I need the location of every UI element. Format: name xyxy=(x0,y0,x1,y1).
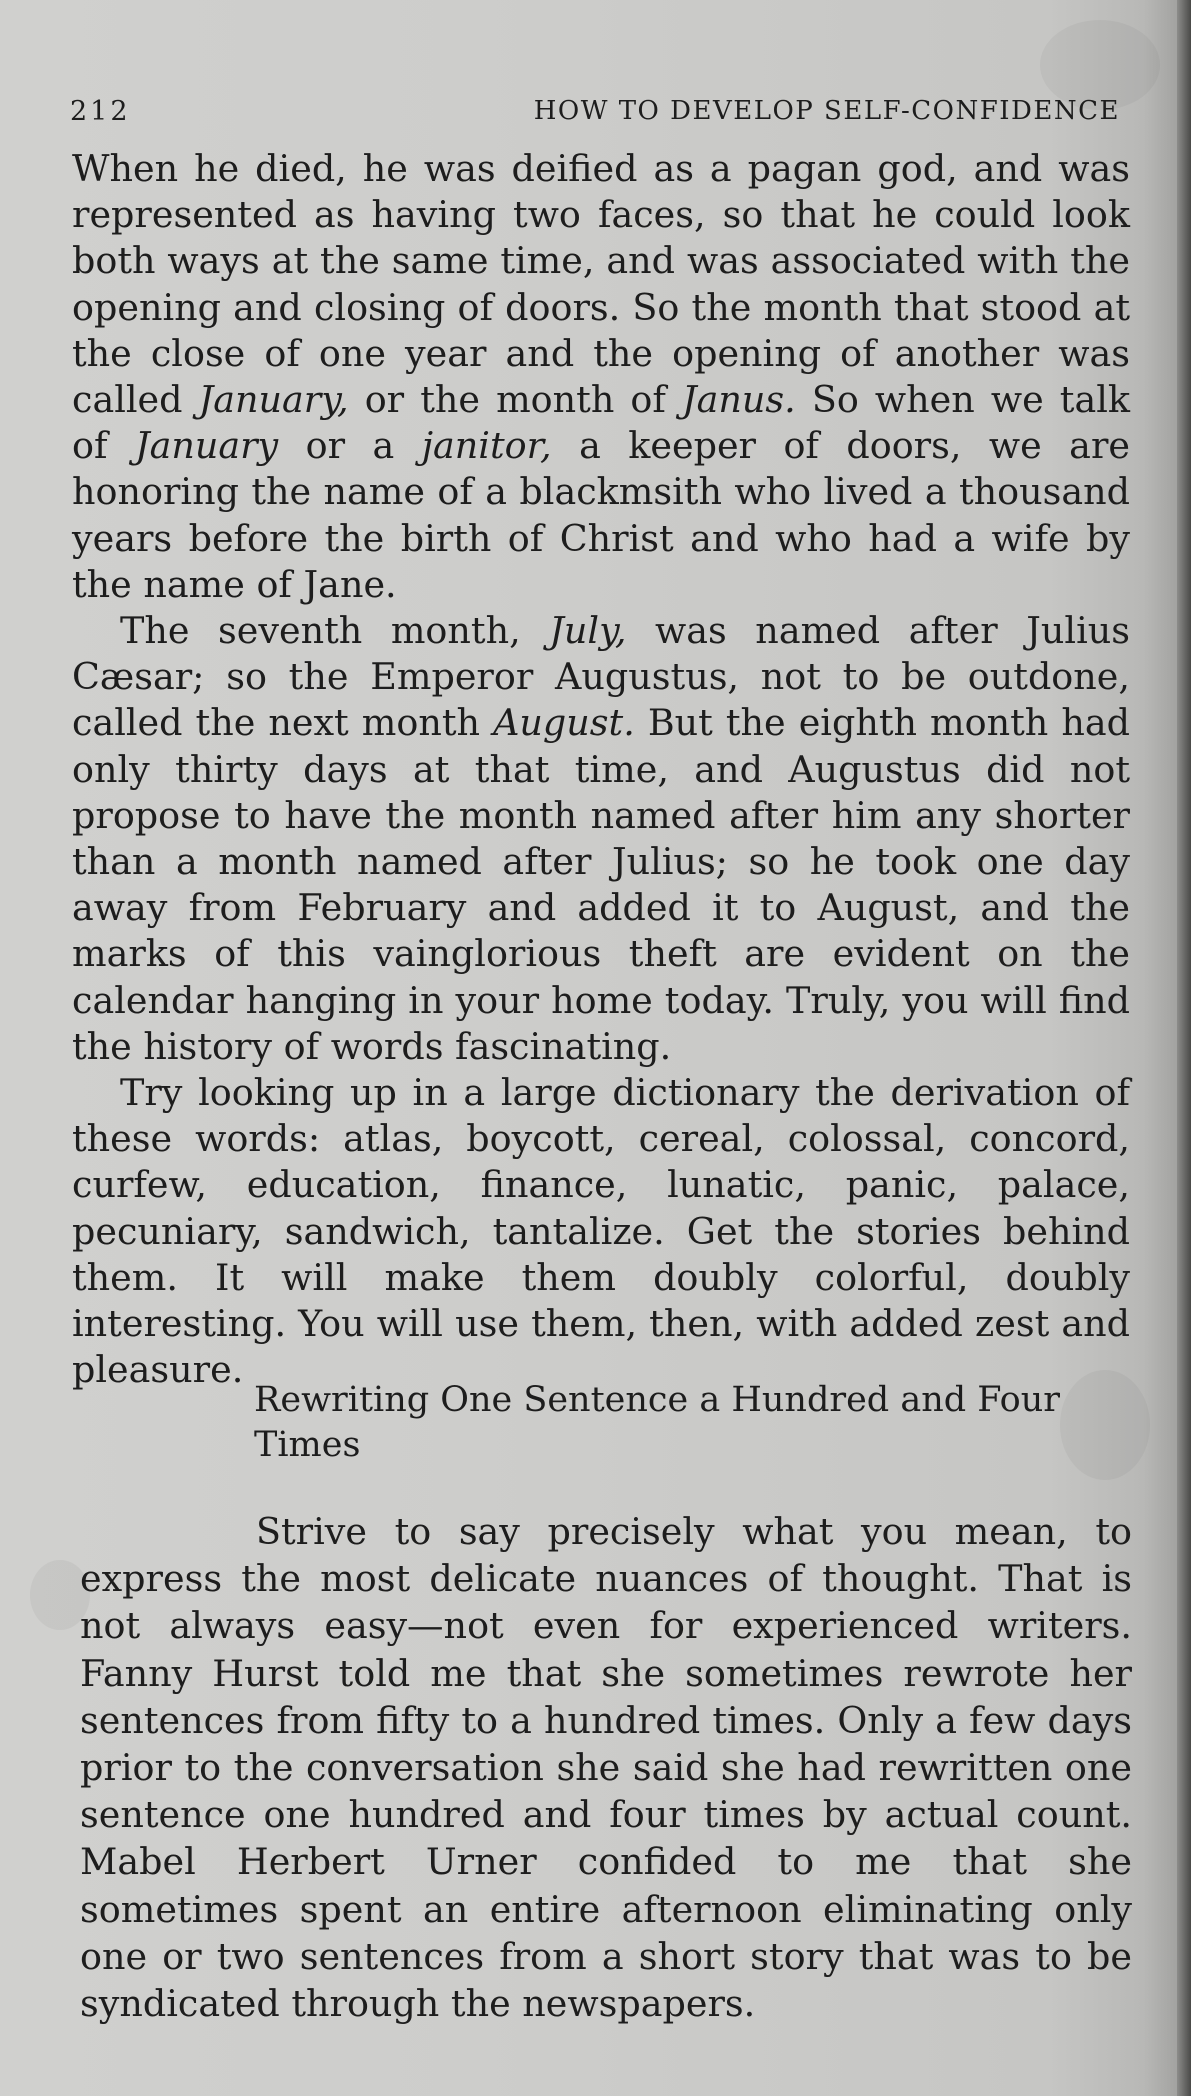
italic-text: janitor, xyxy=(421,424,552,468)
section-body xyxy=(80,1508,1132,2027)
paragraph xyxy=(72,608,1130,1070)
text-run: So when we talk of xyxy=(72,378,1130,468)
text-run: When he died, he was deified as a pagan god, and was represented as having two faces, so that he could look both ways at the same time, and was associated with the opening and closing of doors. So the month that stood at the close of one year and the opening of another was called xyxy=(72,147,1130,422)
italic-text: Janus. xyxy=(682,378,796,422)
text-run: or the month of xyxy=(348,378,682,422)
text-run: Try looking up in a large dictionary the derivation of these words: atlas, boycott, cereal, colossal, concord, curfew, education, finance, lunatic, panic, palace, pecuniary, sandwich, tantalize. Get the stories behind them. It will make them doubly colorful, doubly interesting. You will use them, then, with added zest and pleasure. xyxy=(72,1071,1130,1392)
page-edge xyxy=(1177,0,1191,2096)
text-run: was named after Julius Cæsar; so the Emperor Augustus, not to be outdone, called the next month xyxy=(72,609,1130,745)
italic-text: January, xyxy=(198,378,349,422)
text-run: or a xyxy=(278,424,422,468)
italic-text: July, xyxy=(549,609,627,653)
paragraph: Strive to say precisely what you mean, to express the most delicate nuances of thought. That is not always easy—not even for experienced writers. Fanny Hurst told me that she sometimes rewrote her sentences from fifty to a hundred times. Only a few days prior to the conversation she said she had rewritten one sentence one hundred and four times by actual count. Mabel Herbert Urner confided to me that she sometimes spent an entire afternoon eliminating only one or two sentences from a short story that was to be syndicated through the newspapers. xyxy=(80,1510,1132,2026)
italic-text: August. xyxy=(493,701,635,745)
paragraph xyxy=(72,1070,1130,1393)
paragraph xyxy=(72,146,1130,608)
text-run: The seventh month, xyxy=(120,609,550,653)
page-number: 212 xyxy=(70,96,131,127)
page-header xyxy=(70,96,1120,136)
italic-text: January xyxy=(134,424,279,468)
body-text xyxy=(72,146,1130,1393)
text-run: But the eighth month had only thirty days at that time, and Augustus did not propose to have the month named after him any shorter than a month named after Julius; so he took one day away from February and added it to August, and the marks of this vainglorious theft are evident on the calendar hanging in your home today. Truly, you will find the history of words fascinating. xyxy=(72,701,1130,1068)
text-run: a keeper of doors, we are honoring the name of a blackmsith who lived a thousand years before the birth of Christ and who had a wife by the name of Jane. xyxy=(72,424,1130,606)
section-heading: Rewriting One Sentence a Hundred and Four Times xyxy=(254,1380,1060,1465)
running-head: HOW TO DEVELOP SELF-CONFIDENCE xyxy=(533,96,1120,126)
